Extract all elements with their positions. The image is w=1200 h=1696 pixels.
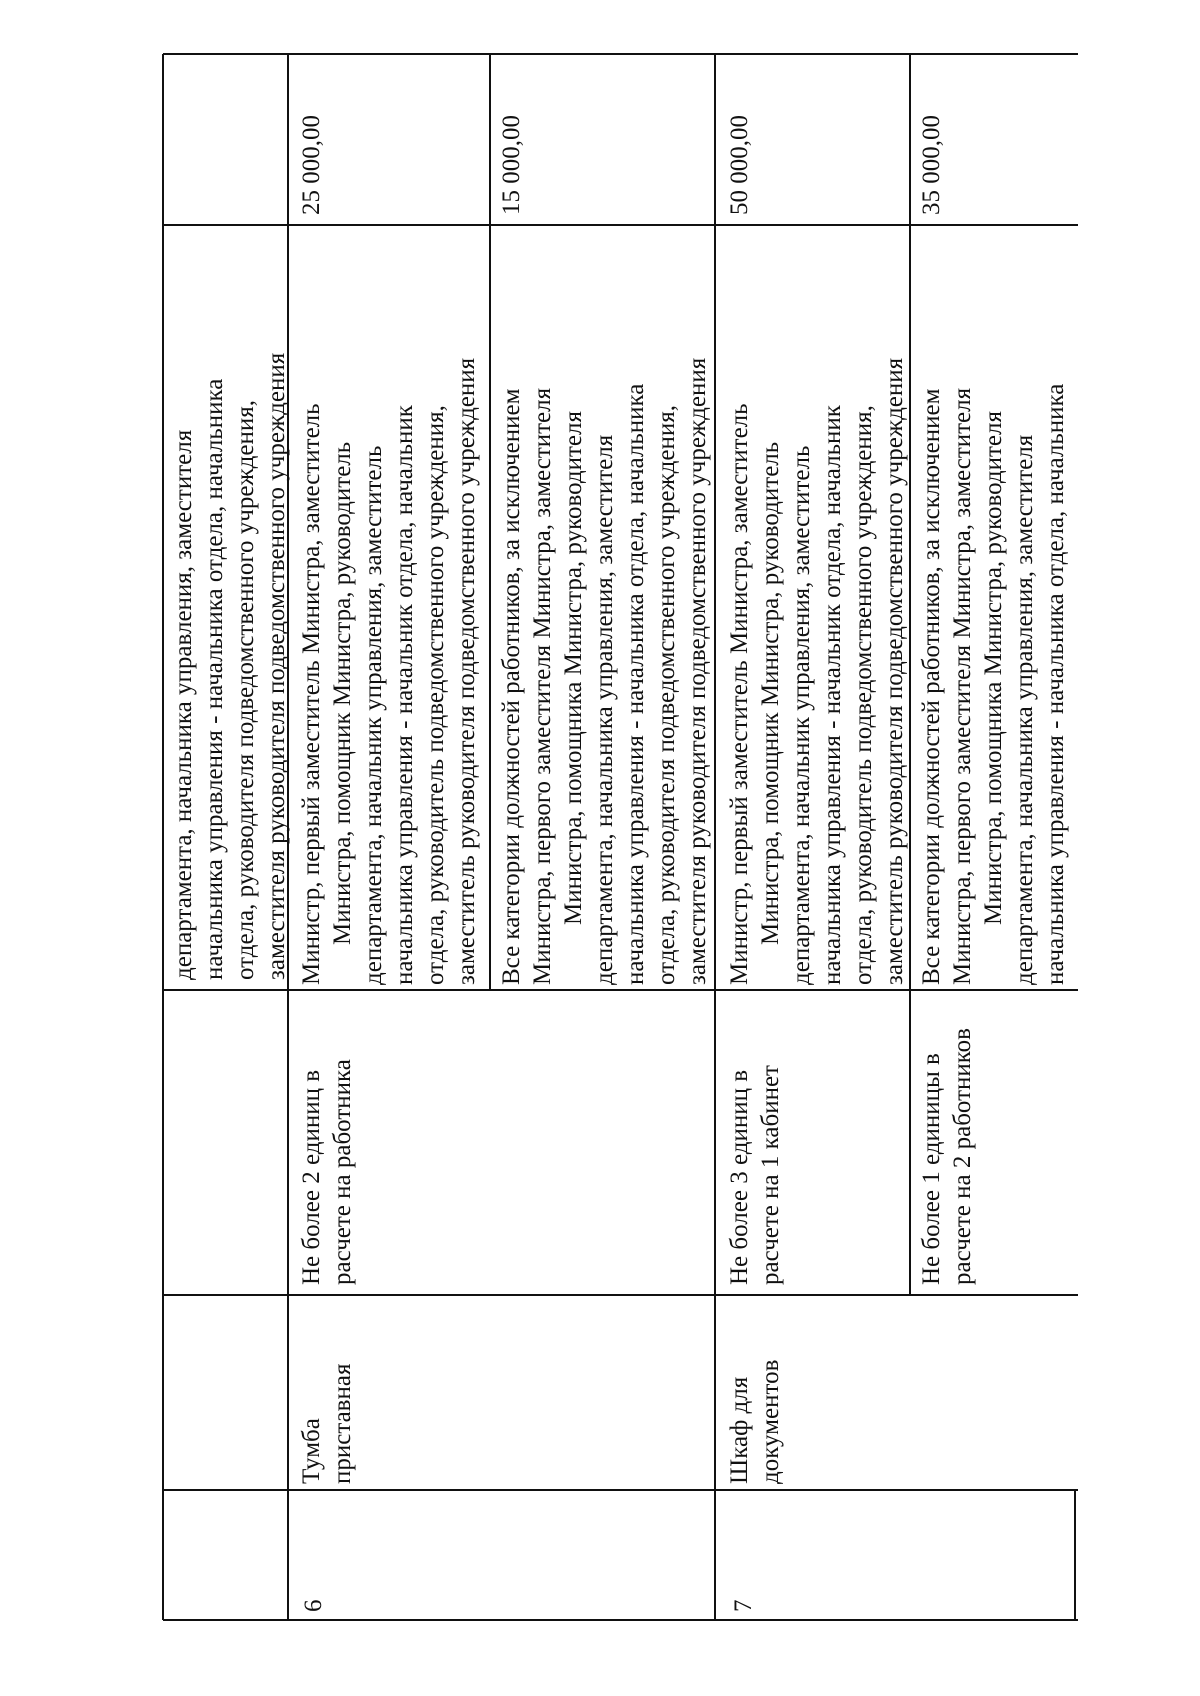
row-7-price-2: 35 000,00	[918, 115, 945, 215]
row-6-norm: Не более 2 единиц в расчете на работника	[298, 1059, 356, 1285]
row-7-name: Шкаф для документов	[726, 1359, 784, 1484]
text-line: отдела, руководителя подведомственного учреждения,	[232, 399, 259, 980]
row-7-norm-2: Не более 1 единицы в расчете на 2 работников	[918, 1028, 976, 1285]
continuation-categories	[168, 353, 292, 980]
text-line: начальника управления - начальника отдела, начальника	[201, 378, 228, 980]
row-7-categories-1: Министр, первый заместитель Министра, заместитель Министра, помощник Министра, руководитель департамента, начальник управления, заместитель начальника управления - начальник отдела, начальник отдела, руководитель подведомственного учреждения, заместитель руководителя подведомственного учреждения	[726, 357, 908, 985]
row-7-price-1: 50 000,00	[726, 115, 753, 215]
row-7-categories-2: Все категории должностей работников, за исключением Министра, первого заместителя Министра, заместителя Министра, помощника Министра, руководителя департамента, начальника управления, заместителя начальника управления - начальника отдела, начальника	[918, 383, 1069, 985]
row-6-categories-2: Все категории должностей работников, за исключением Министра, первого заместителя Министра, заместителя Министра, помощника Министра, руководителя департамента, начальника управления, заместителя начальника управления - начальника отдела, начальника отдела, руководителя подведомственного учреждения, заместителя руководителя подведомственного учреждения	[498, 357, 711, 985]
row-7-norm-1: Не более 3 единиц в расчете на 1 кабинет	[726, 1065, 784, 1285]
row-7-number: 7	[730, 1599, 757, 1612]
text-line: заместителя руководителя подведомственного учреждения	[263, 352, 290, 980]
row-6-number: 6	[300, 1599, 327, 1612]
row-6-name: Тумба приставная	[298, 1363, 356, 1484]
row-6-price-1: 25 000,00	[298, 115, 325, 215]
row-6-categories-1: Министр, первый заместитель Министра, заместитель Министра, помощник Министра, руководитель департамента, начальник управления, заместитель начальника управления - начальник отдела, начальник отдела, руководитель подведомственного учреждения, заместитель руководителя подведомственного учреждения	[298, 357, 480, 985]
text-line: департамента, начальника управления, заместителя	[170, 429, 197, 980]
row-6-price-2: 15 000,00	[498, 115, 525, 215]
